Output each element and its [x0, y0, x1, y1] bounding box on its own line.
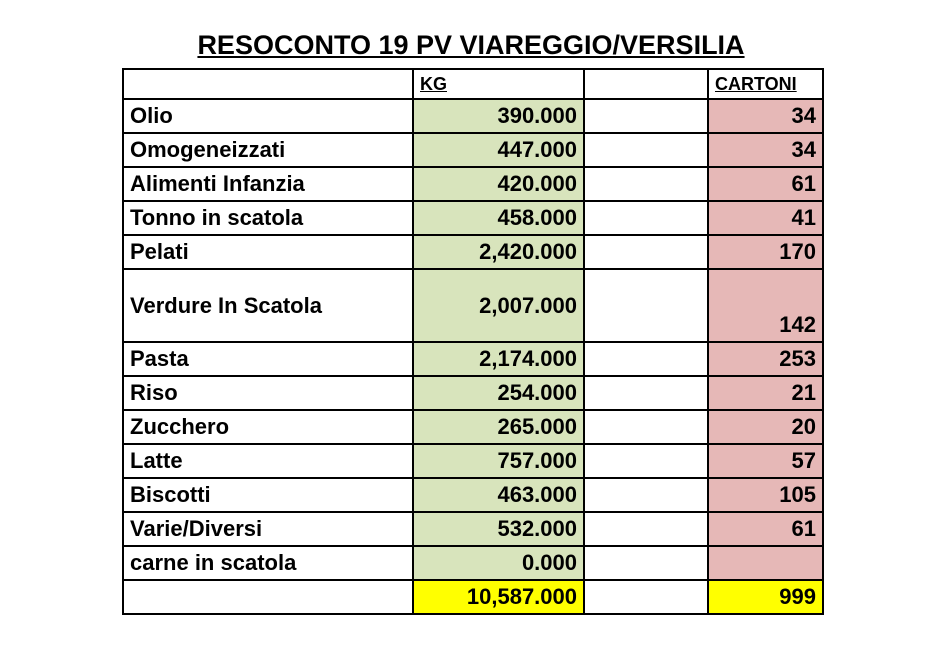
row-cartoni: 41 [708, 201, 823, 235]
table-row [123, 512, 823, 546]
total-row [123, 580, 823, 614]
row-blank [584, 376, 708, 410]
row-blank [584, 167, 708, 201]
table-row [123, 546, 823, 580]
row-kg: 265.000 [413, 410, 584, 444]
row-name: Zucchero [123, 410, 413, 444]
row-cartoni: 105 [708, 478, 823, 512]
row-cartoni: 57 [708, 444, 823, 478]
row-kg: 532.000 [413, 512, 584, 546]
row-cartoni: 21 [708, 376, 823, 410]
row-blank [584, 99, 708, 133]
row-blank [584, 410, 708, 444]
total-kg: 10,587.000 [413, 580, 584, 614]
row-blank [584, 512, 708, 546]
table-row [123, 342, 823, 376]
row-kg: 2,007.000 [413, 269, 584, 342]
row-kg: 254.000 [413, 376, 584, 410]
row-cartoni: 20 [708, 410, 823, 444]
row-cartoni: 253 [708, 342, 823, 376]
row-blank [584, 546, 708, 580]
table-row [123, 478, 823, 512]
row-cartoni: 34 [708, 133, 823, 167]
row-name: Riso [123, 376, 413, 410]
header-cartoni: CARTONI [708, 69, 823, 99]
report-title: RESOCONTO 19 PV VIAREGGIO/VERSILIA [197, 30, 745, 60]
table-row [123, 201, 823, 235]
table-row [123, 410, 823, 444]
row-name: Omogeneizzati [123, 133, 413, 167]
report-table [122, 68, 824, 615]
row-blank [584, 235, 708, 269]
row-name: Biscotti [123, 478, 413, 512]
row-blank [584, 269, 708, 342]
header-name-cell [123, 69, 413, 99]
row-kg: 0.000 [413, 546, 584, 580]
row-blank [584, 342, 708, 376]
row-name: Alimenti Infanzia [123, 167, 413, 201]
row-name: Pasta [123, 342, 413, 376]
header-blank-cell [584, 69, 708, 99]
row-kg: 463.000 [413, 478, 584, 512]
table-row [123, 133, 823, 167]
table-row [123, 167, 823, 201]
row-kg: 2,420.000 [413, 235, 584, 269]
row-name: Pelati [123, 235, 413, 269]
row-kg: 757.000 [413, 444, 584, 478]
header-kg: KG [413, 69, 584, 99]
row-cartoni: 170 [708, 235, 823, 269]
table-row [123, 99, 823, 133]
row-kg: 390.000 [413, 99, 584, 133]
total-cartoni: 999 [708, 580, 823, 614]
table-row [123, 235, 823, 269]
row-cartoni: 61 [708, 512, 823, 546]
row-name: Latte [123, 444, 413, 478]
row-kg: 447.000 [413, 133, 584, 167]
row-cartoni [708, 546, 823, 580]
row-kg: 2,174.000 [413, 342, 584, 376]
row-name: Olio [123, 99, 413, 133]
table-row [123, 269, 823, 342]
total-name-cell [123, 580, 413, 614]
row-name: Varie/Diversi [123, 512, 413, 546]
table-header-row [123, 69, 823, 99]
row-blank [584, 201, 708, 235]
row-kg: 420.000 [413, 167, 584, 201]
total-blank-cell [584, 580, 708, 614]
table-row [123, 376, 823, 410]
row-blank [584, 444, 708, 478]
table-row [123, 444, 823, 478]
row-blank [584, 478, 708, 512]
row-cartoni: 142 [708, 269, 823, 342]
row-blank [584, 133, 708, 167]
row-name: Verdure In Scatola [123, 269, 413, 342]
row-kg: 458.000 [413, 201, 584, 235]
row-name: Tonno in scatola [123, 201, 413, 235]
row-cartoni: 34 [708, 99, 823, 133]
row-cartoni: 61 [708, 167, 823, 201]
row-name: carne in scatola [123, 546, 413, 580]
